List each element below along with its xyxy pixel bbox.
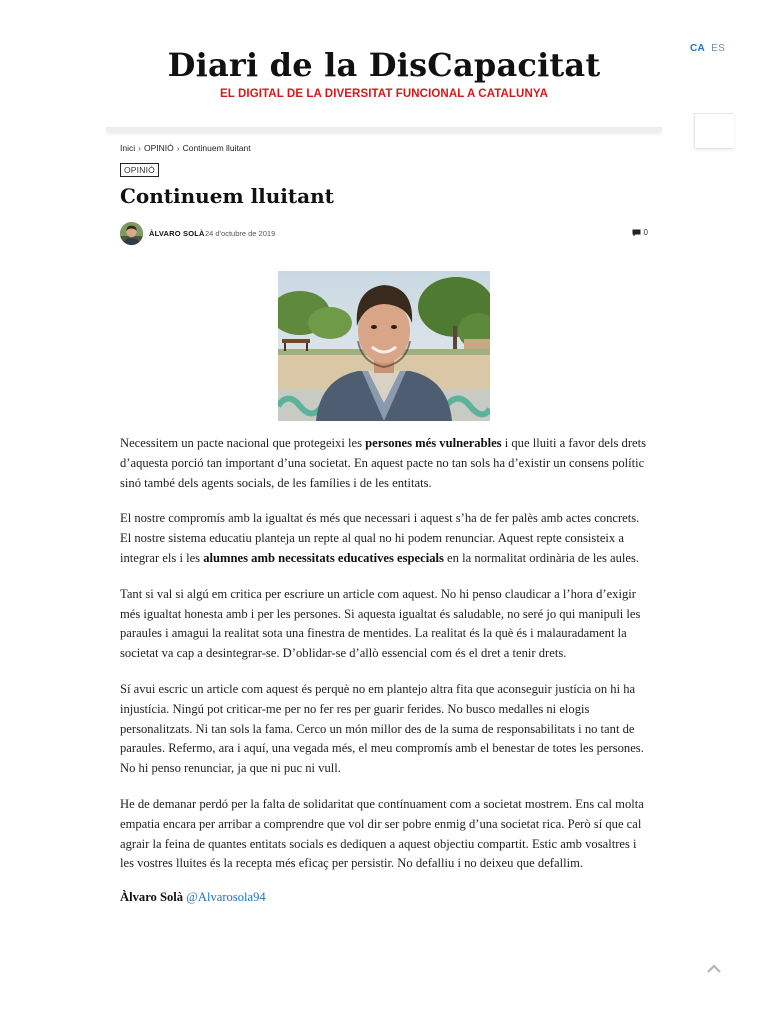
signature-name: Àlvaro Solà bbox=[120, 890, 184, 905]
paragraph-text: El nostre compromís amb la igualtat és més que necessari i aquest s’ha de fer palès amb actes concrets. El nostre sistema educatiu planteja un repte al qual no hi podem renunciar. Aquest repte consisteix a integrar els i les bbox=[120, 511, 640, 565]
article-photo bbox=[278, 271, 490, 421]
publish-date: 24 d'octubre de 2019 bbox=[205, 229, 276, 238]
paragraph-text: en la normalitat ordinària de les aules. bbox=[443, 550, 640, 565]
signature-twitter-link[interactable]: @Alvarosola94 bbox=[186, 890, 266, 905]
comments-link[interactable] bbox=[632, 228, 648, 237]
paragraph-text: i que lluiti a favor dels drets d’aquesta porció tan important d’una societat. En aquest pacte no tan sols ha d’existir un consens polític sinó també dels agents socials, de les famílies i de les entitats. bbox=[120, 436, 647, 490]
paragraph-text: Tant si val si algú em critica per escriure un article com aquest. No hi penso claudicar a l’hora d’exigir més igualtat honesta amb i per les persones. Si aquesta igualtat és saludable, no seré jo qui manipuli les paraules i amagui la realitat sota una finestra de mentides. La realitat és la què és i malauradament la societat va cap a desintegrar-se. D’oblidar-se d’allò essencial com és el dret a tenir drets. bbox=[120, 586, 641, 661]
article-paragraph bbox=[120, 680, 650, 779]
article-paragraph bbox=[120, 509, 650, 568]
article-paragraph bbox=[120, 434, 650, 493]
emphasis-text: persones més vulnerables bbox=[365, 436, 502, 450]
paragraph-text: Necessitem un pacte nacional que protegeixi les bbox=[120, 436, 366, 450]
chevron-up-icon bbox=[705, 962, 723, 976]
article-paragraph bbox=[120, 585, 650, 664]
author-name[interactable]: ÀLVARO SOLÀ bbox=[149, 229, 205, 238]
side-widget[interactable] bbox=[694, 113, 734, 149]
breadcrumb-separator: › bbox=[176, 143, 180, 153]
breadcrumb bbox=[120, 143, 251, 153]
article-signature bbox=[120, 888, 650, 908]
comment-icon bbox=[632, 229, 641, 237]
article-body bbox=[120, 434, 650, 924]
emphasis-text: alumnes amb necessitats educatives especials bbox=[203, 550, 444, 565]
language-es-link[interactable]: ES bbox=[711, 43, 726, 54]
header-divider bbox=[106, 127, 662, 132]
paragraph-text: He de demanar perdó per la falta de solidaritat que contínuament com a societat mostrem. Ens cal molta empatia encara per arribar a comprendre que vol dir ser pobre enmig d’una societat rica. Però sí que cal agrair la feina de quantes entitats socials es dediquen a aquest objectiu compartit. Estic amb vosaltres i les vostres lluites és la recepta més eficaç per persistir. No defalliu i no deixeu que defallim. bbox=[120, 796, 644, 871]
breadcrumb-home[interactable]: Inici bbox=[120, 143, 136, 153]
back-to-top-button[interactable] bbox=[705, 962, 723, 976]
breadcrumb-current: Continuem lluitant bbox=[182, 143, 251, 153]
category-badge[interactable]: OPINIÓ bbox=[120, 163, 159, 177]
language-ca-link[interactable]: CA bbox=[690, 43, 706, 54]
article-title: Continuem lluitant bbox=[120, 184, 334, 208]
article-paragraph bbox=[120, 795, 650, 874]
paragraph-text: Sí avui escric un article com aquest és perquè no em plantejo altra fita que aconseguir justícia on hi ha injustícia. Ningú pot criticar-me per no fer res per guarir ferides. No busco medalles ni elogis personalitzats. Ni tan sols la fama. Cerco un món millor des de la suma de responsabilitats i no tant de paraules. Refermo, ara i aquí, una vegada més, el meu compromís amb el benestar de totes les persones. No hi penso renunciar, ja que ni puc ni vull. bbox=[120, 681, 644, 776]
article-meta bbox=[120, 222, 650, 246]
comment-count: 0 bbox=[643, 228, 648, 237]
site-title[interactable]: Diari de la DisCapacitat bbox=[167, 46, 601, 84]
site-tagline: EL DIGITAL DE LA DIVERSITAT FUNCIONAL A CATALUNYA bbox=[220, 88, 548, 100]
breadcrumb-category[interactable]: OPINIÓ bbox=[143, 143, 174, 153]
author-avatar[interactable] bbox=[120, 222, 143, 245]
breadcrumb-separator: › bbox=[138, 143, 141, 153]
